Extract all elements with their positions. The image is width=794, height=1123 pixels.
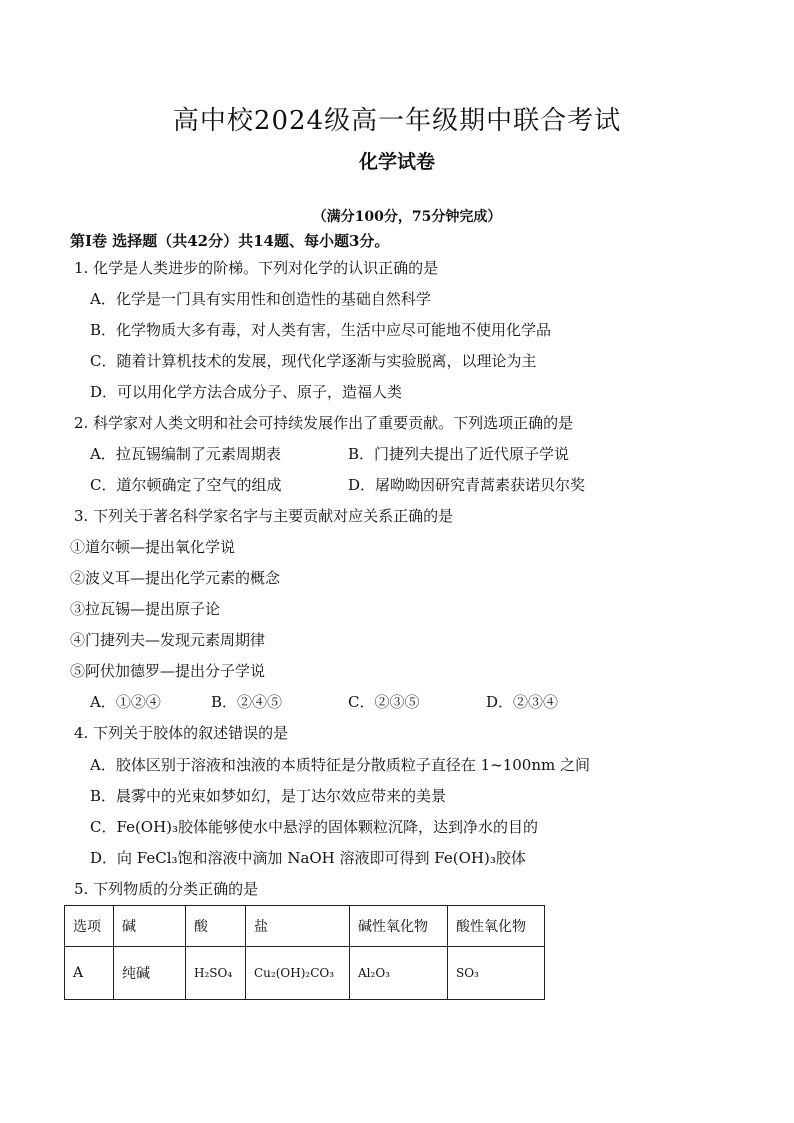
table-cell: A (65, 947, 114, 1000)
q3-stem: 3. 下列关于著名科学家名字与主要贡献对应关系正确的是 (74, 507, 454, 525)
q3-item-1: ①道尔顿—提出氧化学说 (70, 538, 236, 556)
table-cell: Cu₂(OH)₂CO₃ (246, 947, 350, 1000)
q3-option-c: C．②③⑤ (348, 693, 420, 711)
q2-option-d: D．屠呦呦因研究青蒿素获诺贝尔奖 (348, 476, 586, 494)
classification-table (64, 905, 545, 1000)
q2-option-c: C．道尔顿确定了空气的组成 (90, 476, 282, 494)
q1-option-d: D．可以用化学方法合成分子、原子，造福人类 (90, 383, 403, 401)
q3-option-d: D．②③④ (486, 693, 559, 711)
q1-option-b: B．化学物质大多有毒，对人类有害，生活中应尽可能地不使用化学品 (90, 321, 552, 339)
table-cell: H₂SO₄ (186, 947, 246, 1000)
q4-option-b: B．晨雾中的光束如梦如幻，是丁达尔效应带来的美景 (90, 787, 447, 805)
q3-item-3: ③拉瓦锡—提出原子论 (70, 600, 221, 618)
exam-note: （满分100分，75分钟完成） (312, 209, 502, 225)
q3-option-a: A．①②④ (90, 693, 161, 711)
table-header-cell: 盐 (246, 906, 350, 947)
q4-option-d: D．向 FeCl₃饱和溶液中滴加 NaOH 溶液即可得到 Fe(OH)₃胶体 (90, 849, 526, 867)
table-cell: SO₃ (448, 947, 545, 1000)
table-row (65, 947, 545, 1000)
q3-option-b: B．②④⑤ (211, 693, 283, 711)
table-header-cell: 碱 (114, 906, 186, 947)
q5-stem: 5. 下列物质的分类正确的是 (74, 880, 259, 898)
table-header-row (65, 906, 545, 947)
table-header-cell: 酸性氧化物 (448, 906, 545, 947)
q1-option-a: A．化学是一门具有实用性和创造性的基础自然科学 (90, 290, 431, 308)
q4-option-a: A．胶体区别于溶液和浊液的本质特征是分散质粒子直径在 1~100nm 之间 (90, 756, 590, 774)
exam-title: 高中校2024级高一年级期中联合考试 (172, 106, 622, 136)
q2-option-a: A．拉瓦锡编制了元素周期表 (90, 445, 281, 463)
q3-item-4: ④门捷列夫—发现元素周期律 (70, 631, 266, 649)
section-heading: 第I卷 选择题（共42分）共14题、每小题3分。 (70, 232, 390, 250)
q4-option-c: C．Fe(OH)₃胶体能够使水中悬浮的固体颗粒沉降，达到净水的目的 (90, 818, 539, 836)
q2-stem: 2. 科学家对人类文明和社会可持续发展作出了重要贡献。下列选项正确的是 (74, 414, 574, 432)
q3-item-2: ②波义耳—提出化学元素的概念 (70, 569, 281, 587)
q1-stem: 1. 化学是人类进步的阶梯。下列对化学的认识正确的是 (74, 259, 439, 277)
q2-option-b: B．门捷列夫提出了近代原子学说 (348, 445, 570, 463)
q3-item-5: ⑤阿伏加德罗—提出分子学说 (70, 662, 266, 680)
exam-subtitle: 化学试卷 (358, 151, 435, 173)
q1-option-c: C．随着计算机技术的发展，现代化学逐渐与实验脱离，以理论为主 (90, 352, 537, 370)
q4-stem: 4. 下列关于胶体的叙述错误的是 (74, 724, 289, 742)
table-header-cell: 选项 (65, 906, 114, 947)
table-cell: 纯碱 (114, 947, 186, 1000)
table-header-cell: 酸 (186, 906, 246, 947)
table-cell: Al₂O₃ (350, 947, 448, 1000)
table-header-cell: 碱性氧化物 (350, 906, 448, 947)
